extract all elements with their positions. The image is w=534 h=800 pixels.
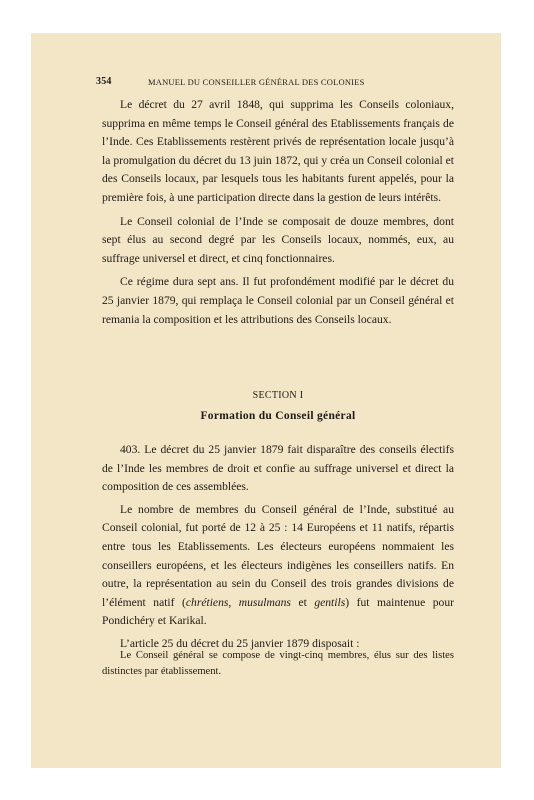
- section-subtitle: Formation du Conseil général: [200, 410, 356, 422]
- running-title: MANUEL DU CONSEILLER GÉNÉRAL DES COLONIES: [148, 77, 365, 87]
- text-run: Le nombre de membres du Conseil général de l’Inde, substitué au Conseil colonial, fut porté de 12 à 25 : 14 Européens et 11 natifs, répartis entre tous les Etablissements. Les électeurs européens nommaient les conseillers européens, et les électeurs indigènes les conseillers natifs. En outre, la représentation au sein du Conseil des trois grandes divisions de l’élément natif (: [102, 502, 454, 609]
- paragraph: 403. Le décret du 25 janvier 1879 fait disparaître des conseils électifs de l’Inde les membres de droit et confie au suffrage universel et direct la composition de ces assemblées.: [102, 443, 454, 494]
- italic-text: gentils: [314, 595, 346, 609]
- paragraph: Ce régime dura sept ans. Il fut profondément modifié par le décret du 25 janvier 1879, qui remplaça le Conseil colonial par un Conseil général et remania la composition et les attributions des Conseils locaux.: [102, 275, 454, 326]
- section-text: [102, 441, 454, 654]
- text-run: et: [290, 595, 315, 609]
- paragraph: [102, 501, 454, 631]
- text-run: ) fut maintenue pour Pondichéry et Karikal.: [102, 595, 454, 628]
- paragraph: Le Conseil colonial de l’Inde se composait de douze membres, dont sept élus au second degré par les Conseils locaux, nommés, eux, au suffrage universel et direct, et cinq fonctionnaires.: [102, 214, 454, 265]
- quoted-article: [102, 648, 454, 680]
- page-number: 354: [96, 76, 112, 87]
- quote-text: Le Conseil général se compose de vingt-cinq membres, élus sur des listes distinctes par établissement.: [102, 650, 454, 677]
- section-title: SECTION I: [252, 390, 304, 401]
- intro-text: [102, 96, 454, 329]
- paragraph: Le décret du 27 avril 1848, qui supprima les Conseils coloniaux, supprima en même temps le Conseil général des Etablissements français de l’Inde. Ces Etablissements restèrent privés de représentation locale jusqu’à la promulgation du décret du 13 juin 1872, qui y créa un Conseil colonial et des Conseils locaux, par lesquels tous les habitants furent appelés, pour la première fois, à une participation directe dans la gestion de leurs intérêts.: [102, 98, 454, 204]
- italic-text: chrétiens, musulmans: [185, 595, 291, 609]
- paragraph: L’article 25 du décret du 25 janvier 1879 disposait :: [120, 636, 360, 650]
